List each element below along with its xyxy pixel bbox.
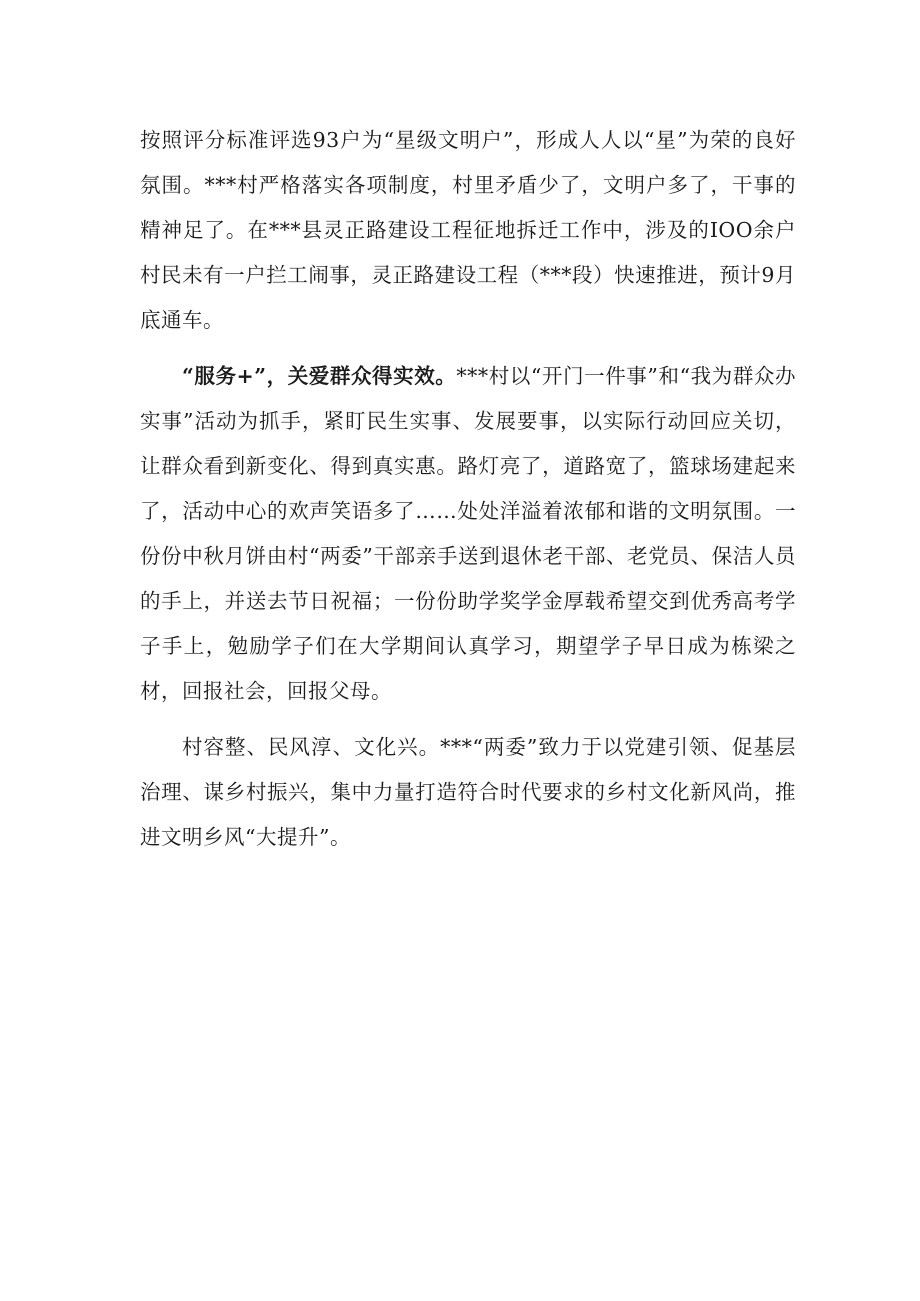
paragraph-text: 村容整、民风淳、文化兴。***“两委”致力于以党建引领、促基层治理、谋乡村振兴，集中力量打造符合时代要求的乡村文化新风尚，推进文明乡风“大提升”。 <box>140 735 796 849</box>
paragraph-text: ***村以“开门一件事”和“我为群众办实事”活动为抓手，紧盯民生实事、发展要事，以实际行动回应关切，让群众看到新变化、得到真实惠。路灯亮了，道路宽了，篮球场建起来了，活动中心的欢声笑语多了……处处洋溢着浓郁和谐的文明氛围。一份份中秋月饼由村“两委”干部亲手送到退休老干部、老党员、保洁人员的手上，并送去节日祝福；一份份助学奖学金厚载希望交到优秀高考学子手上，勉励学子们在大学期间认真学习，期望学子早日成为栋梁之材，回报社会，回报父母。 <box>140 364 796 703</box>
paragraph-stars-households <box>140 118 796 343</box>
paragraph-text: 按照评分标准评选93户为“星级文明户”，形成人人以“星”为荣的良好氛围。***村严格落实各项制度，村里矛盾少了，文明户多了，干事的精神足了。在***县灵正路建设工程征地拆迁工作中，涉及的IOO余户村民未有一户拦工闹事，灵正路建设工程（***段）快速推进，预计9月底通车。 <box>140 128 796 332</box>
document-body <box>140 118 796 871</box>
paragraph-service-plus <box>140 354 796 714</box>
paragraph-village-culture <box>140 725 796 860</box>
paragraph-lead-heading: “服务+”，关爱群众得实效。 <box>182 364 457 388</box>
